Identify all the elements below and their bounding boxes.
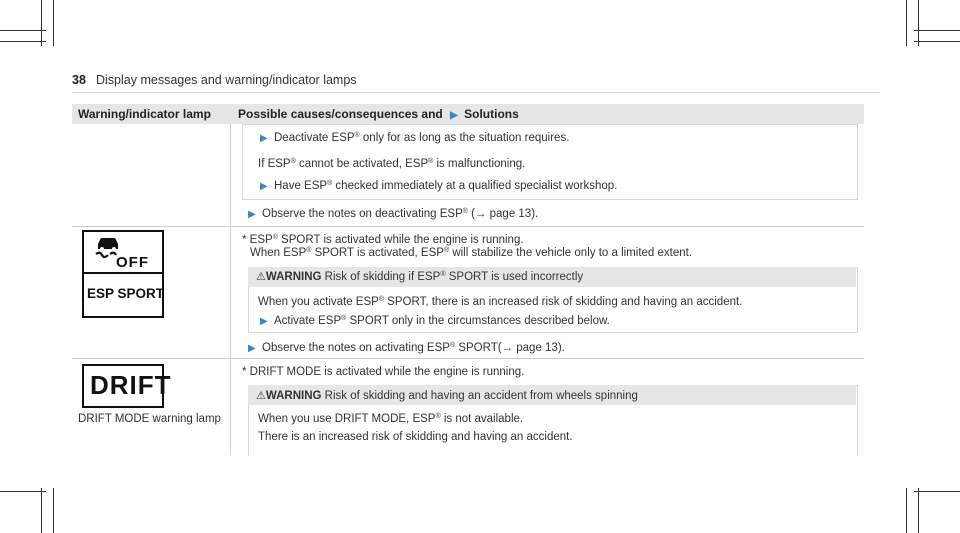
text: Deactivate ESP	[274, 132, 355, 144]
crop-mark	[918, 488, 919, 533]
text: When ESP	[250, 247, 307, 259]
text: cannot be activated, ESP	[295, 158, 429, 170]
col2-header-label: Possible causes/consequences and	[238, 107, 443, 121]
drift-label: DRIFT	[90, 370, 172, 400]
text: Risk of skidding and having an accident from wheels spinning	[321, 390, 638, 402]
text: SPORT is activated, ESP	[311, 247, 444, 259]
text: Have ESP	[274, 180, 328, 192]
warning-body	[258, 295, 742, 309]
table-header-col1	[72, 104, 234, 124]
crop-mark	[918, 0, 919, 46]
esp-off-lamp	[82, 230, 164, 274]
bullet-activate-esp-sport	[260, 314, 610, 329]
header-rule	[72, 92, 880, 93]
registered-mark: ®	[440, 271, 446, 278]
esp-sport-stabilize-text	[250, 246, 692, 260]
registered-mark: ®	[449, 342, 456, 349]
registered-mark: ®	[290, 158, 296, 165]
crop-mark	[0, 30, 46, 31]
crop-mark	[41, 488, 42, 533]
off-label: OFF	[116, 254, 149, 271]
drift-mode-lamp	[82, 364, 172, 408]
page-number: 38	[72, 73, 86, 87]
warning-body: There is an increased risk of skidding and having an accident.	[258, 431, 573, 443]
column-divider	[230, 124, 231, 454]
esp-sport-activated-text	[242, 233, 524, 247]
text: Observe the notes on deactivating ESP	[262, 208, 463, 220]
text: SPORT is used incorrectly	[445, 271, 584, 283]
warning-label: WARNING	[265, 271, 322, 283]
registered-mark: ®	[354, 132, 360, 139]
crop-mark	[906, 488, 907, 533]
bullet-arrow-icon: ▶	[248, 343, 256, 354]
registered-mark: ®	[443, 247, 450, 254]
warning-triangle-icon: ⚠	[256, 390, 266, 402]
bullet-arrow-icon: ▶	[248, 209, 256, 220]
row-divider	[72, 226, 864, 227]
bullet-deactivate-esp	[260, 131, 569, 146]
crop-mark	[41, 0, 42, 46]
page-title: Display messages and warning/indicator lamps	[96, 73, 357, 87]
registered-mark: ®	[306, 247, 312, 254]
drift-activated-text: * DRIFT MODE is activated while the engine is running.	[242, 366, 525, 378]
text: checked immediately at a qualified specialist workshop.	[332, 180, 618, 192]
drift-lamp-caption: DRIFT MODE warning lamp	[78, 413, 221, 425]
registered-mark: ®	[378, 296, 384, 303]
crop-mark	[0, 41, 46, 42]
registered-mark: ®	[428, 158, 434, 165]
text: only for as long as the situation requires.	[359, 132, 570, 144]
esp-sport-lamp	[82, 272, 164, 318]
text: is not available.	[440, 413, 524, 425]
text: Activate ESP	[274, 315, 342, 327]
registered-mark: ®	[272, 234, 278, 241]
bullet-observe-activating	[248, 341, 565, 356]
warning-title	[256, 389, 638, 403]
text: will stabilize the vehicle only to a limited extent.	[449, 247, 693, 259]
crop-mark	[914, 491, 960, 492]
text: When you use DRIFT MODE, ESP	[258, 413, 436, 425]
registered-mark: ®	[341, 315, 347, 322]
crop-mark	[53, 488, 54, 533]
esp-sport-label: ESP SPORT	[87, 286, 165, 301]
crop-mark	[53, 0, 54, 46]
bullet-observe-deactivating	[248, 207, 538, 222]
row-divider	[72, 358, 864, 359]
bullet-arrow-icon: ▶	[260, 316, 268, 327]
warning-triangle-icon: ⚠	[256, 271, 266, 283]
crop-mark	[914, 30, 960, 31]
crop-mark	[906, 0, 907, 46]
registered-mark: ®	[327, 180, 333, 187]
text: If ESP	[258, 158, 291, 170]
bullet-arrow-icon: ▶	[260, 181, 268, 192]
bullet-have-esp-checked	[260, 179, 617, 194]
text: Observe the notes on activating ESP	[262, 342, 450, 354]
text: SPORT is activated while the engine is running.	[277, 234, 524, 246]
text: is malfunctioning.	[433, 158, 526, 170]
text: Risk of skidding if ESP	[321, 271, 441, 283]
text: SPORT only in the circumstances described below.	[346, 315, 610, 327]
registered-mark: ®	[435, 413, 441, 420]
esp-malfunction-text	[258, 157, 525, 171]
crop-mark	[0, 491, 46, 492]
col1-header-label: Warning/indicator lamp	[78, 107, 211, 121]
text: SPORT, there is an increased risk of skidding and having an accident.	[383, 296, 743, 308]
registered-mark: ®	[462, 208, 468, 215]
table-header-col2	[232, 104, 864, 124]
warning-body	[258, 412, 523, 426]
bullet-arrow-icon: ▶	[450, 110, 458, 121]
warning-title	[256, 270, 583, 284]
col2-header-solutions: Solutions	[464, 107, 519, 121]
bullet-arrow-icon: ▶	[260, 133, 268, 144]
text: SPORT(→ page 13).	[455, 342, 565, 354]
warning-label: WARNING	[265, 390, 322, 402]
text: (→ page 13).	[467, 208, 539, 220]
text: * ESP	[242, 234, 273, 246]
text: When you activate ESP	[258, 296, 379, 308]
crop-mark	[914, 41, 960, 42]
